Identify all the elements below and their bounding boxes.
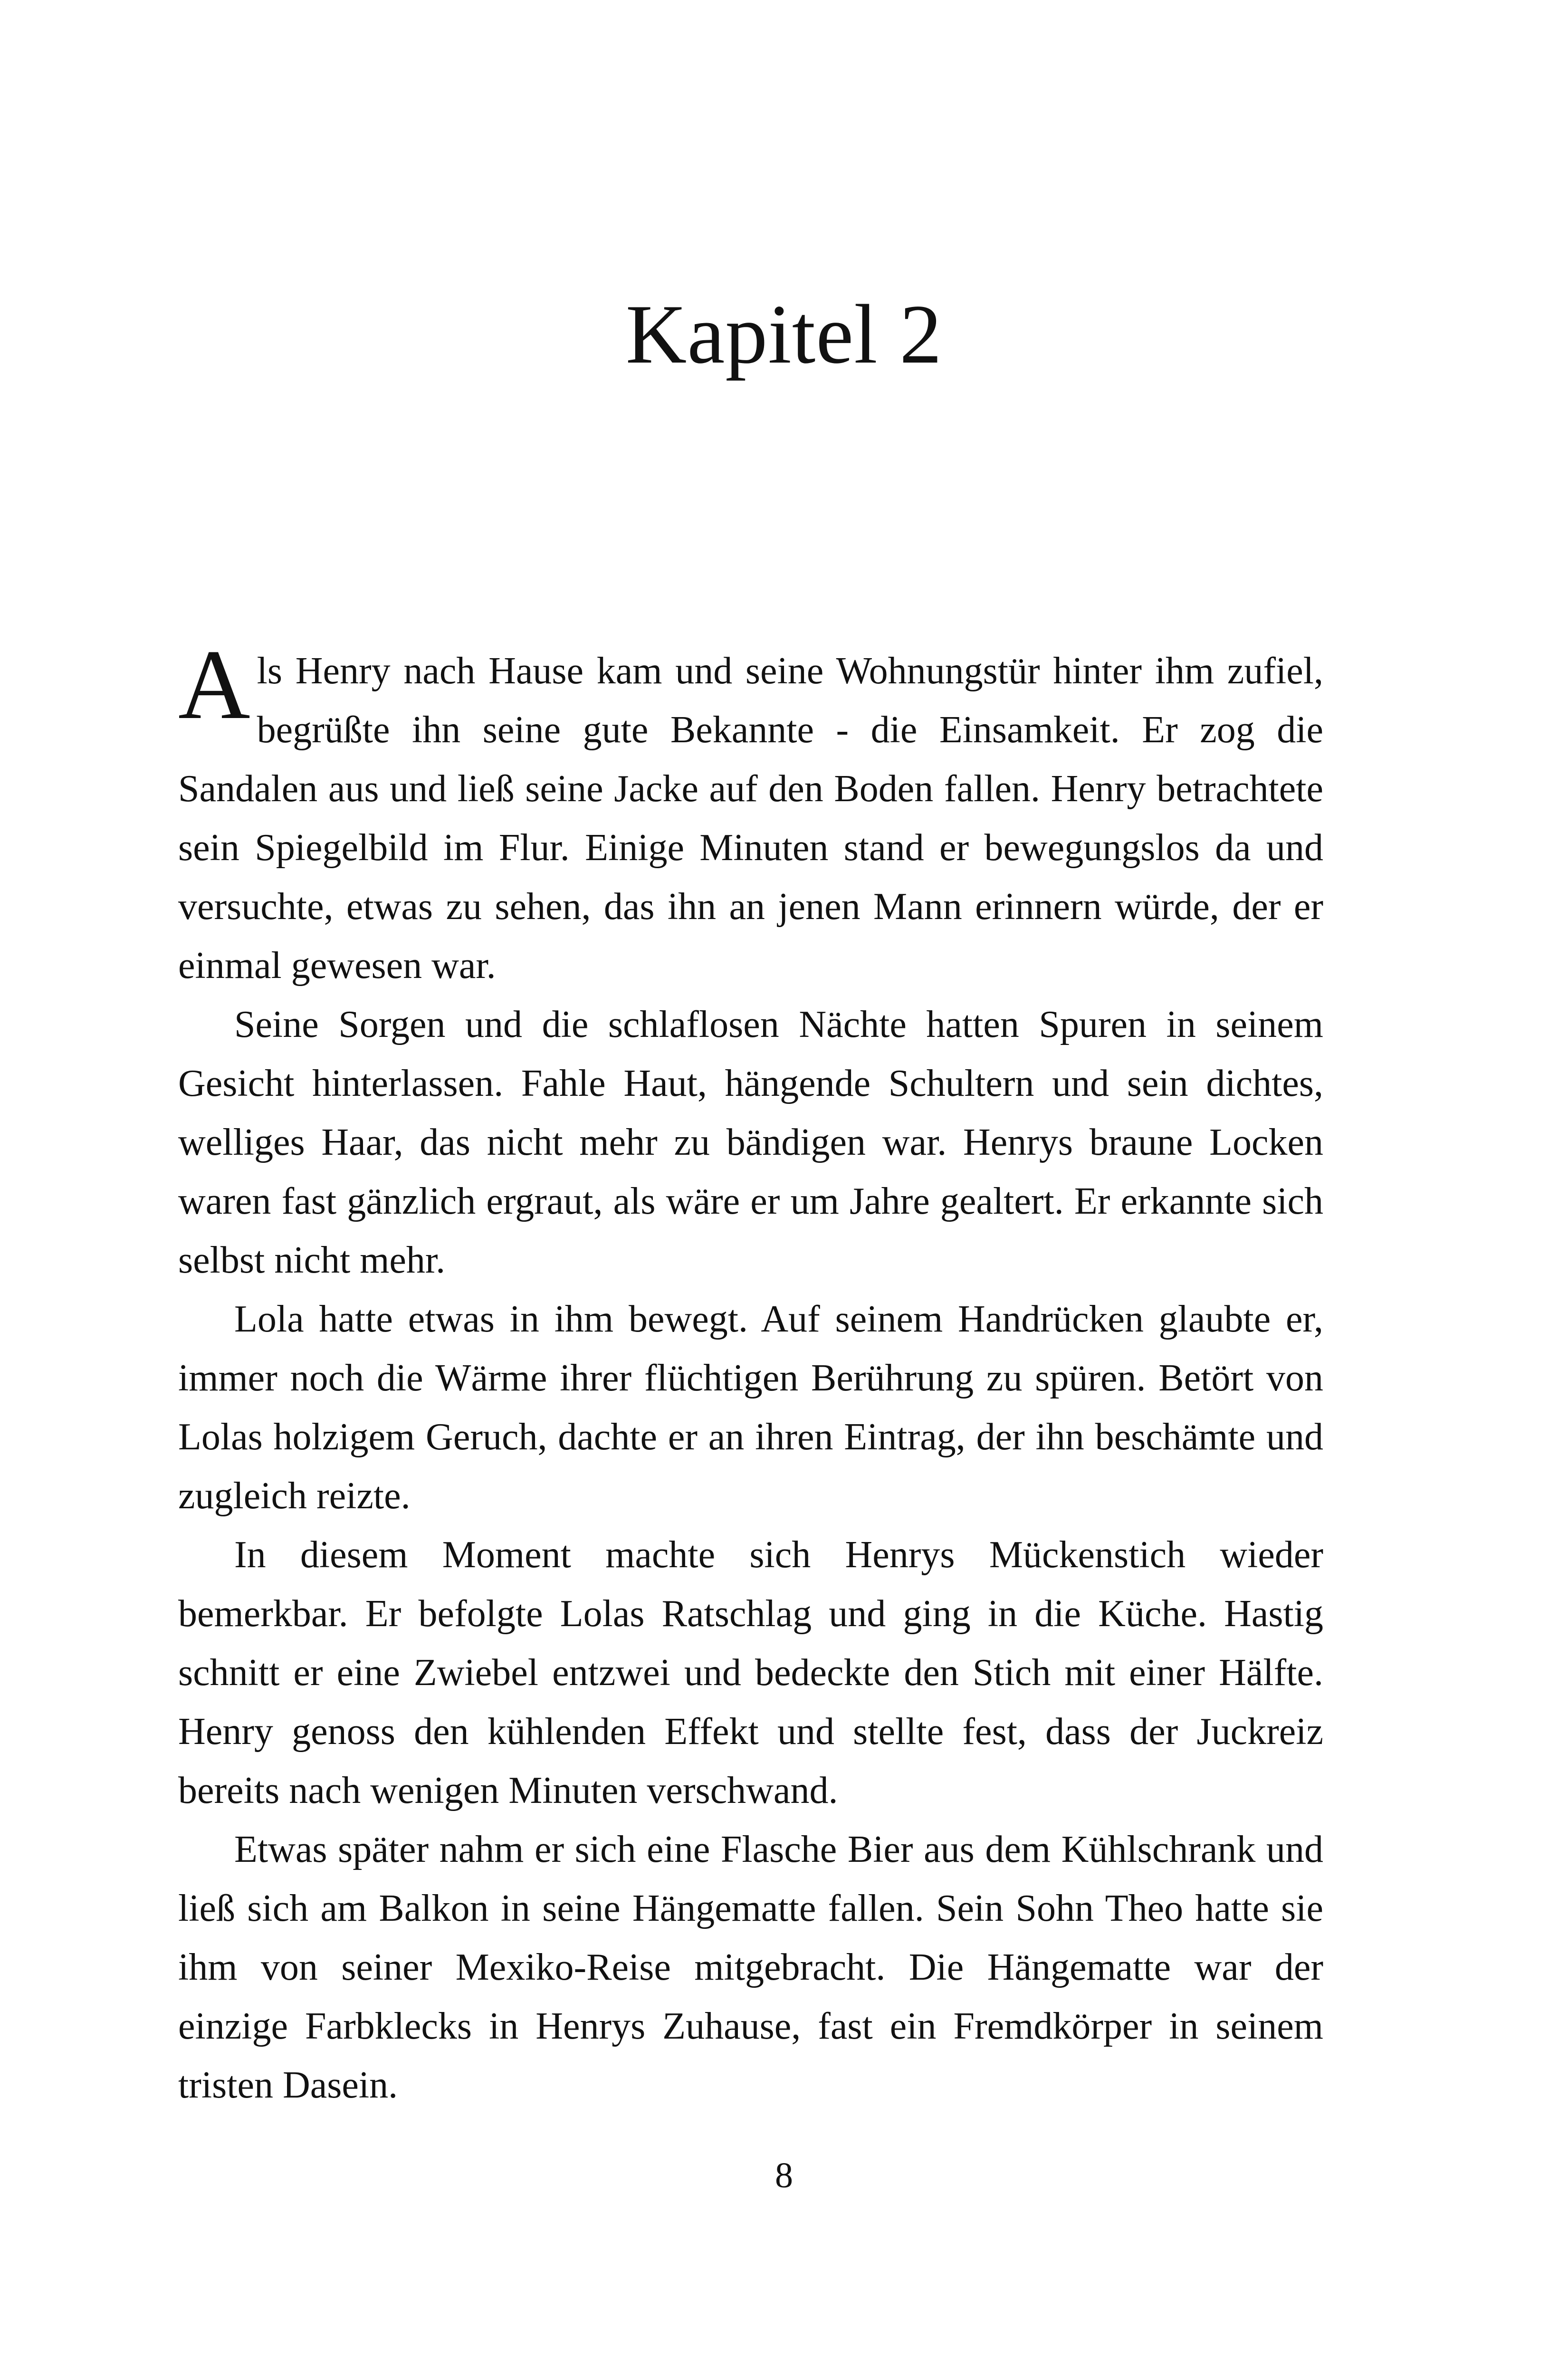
paragraph-1-text: ls Henry nach Hause kam und seine Wohnungstür hinter ihm zufiel, begrüßte ihn seine gute Bekannte - die Einsamkeit. Er zog die Sandalen aus und ließ seine Jacke auf den Boden fallen. Henry betrachtete sein Spiegelbild im Flur. Einige Minuten stand er bewegungslos da und versuchte, etwas zu sehen, das ihn an jenen Mann erinnern würde, der er einmal gewesen war. — [178, 650, 1323, 987]
drop-cap: A — [178, 630, 250, 740]
paragraph-3: Lola hatte etwas in ihm bewegt. Auf seinem Handrücken glaubte er, immer noch die Wärme ihrer flüchtigen Berührung zu spüren. Betört von Lolas holzigem Geruch, dachte er an ihren Eintrag, der ihn beschämte und zugleich reizte. — [178, 1298, 1323, 1517]
page-number: 8 — [775, 2156, 793, 2195]
paragraph-4: In diesem Moment machte sich Henrys Mückenstich wieder bemerkbar. Er befolgte Lolas Ratschlag und ging in die Küche. Hastig schnitt er eine Zwiebel entzwei und bedeckte den Stich mit einer Hälfte. Henry genoss den kühlenden Effekt und stellte fest, dass der Juckreiz bereits nach wenigen Minuten verschwand. — [178, 1534, 1323, 1811]
paragraph-1 — [178, 630, 1323, 995]
paragraph-5: Etwas später nahm er sich eine Flasche Bier aus dem Kühlschrank und ließ sich am Balkon in seine Hängematte fallen. Sein Sohn Theo hatte sie ihm von seiner Mexiko-Reise mitgebracht. Die Hängematte war der einzige Farbklecks in Henrys Zuhause, fast ein Fremdkörper in seinem tristen Dasein. — [178, 1829, 1323, 2106]
chapter-body — [178, 630, 1323, 2115]
paragraph-2: Seine Sorgen und die schlaflosen Nächte hatten Spuren in seinem Gesicht hinterlassen. Fahle Haut, hängende Schultern und sein dichtes, welliges Haar, das nicht mehr zu bändigen war. Henrys braune Locken waren fast gänzlich ergraut, als wäre er um Jahre gealtert. Er erkannte sich selbst nicht mehr. — [178, 1004, 1323, 1281]
chapter-title: Kapitel 2 — [625, 287, 943, 381]
